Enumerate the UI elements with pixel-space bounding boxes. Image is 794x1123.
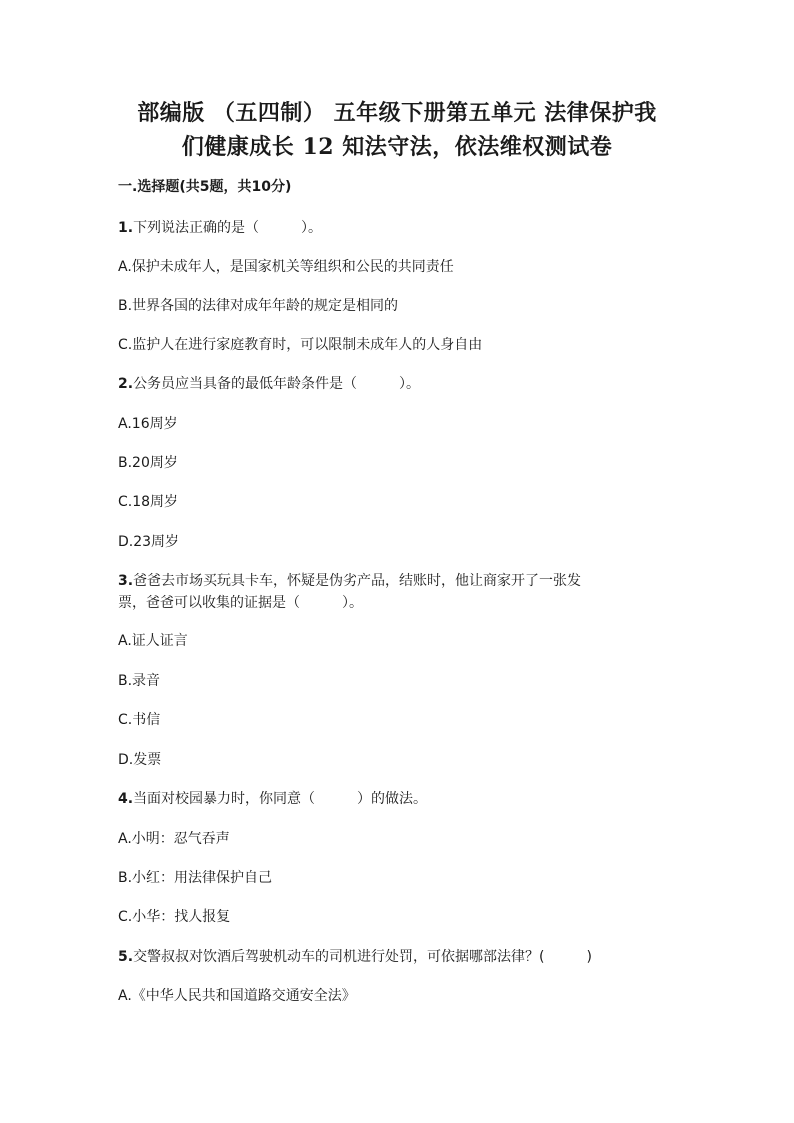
question-number: 1. — [118, 220, 134, 236]
question-1-option-b: B.世界各国的法律对成年年龄的规定是相同的 — [118, 298, 399, 314]
document-title-line-2: 们健康成长 12 知法守法，依法维权测试卷 — [181, 134, 613, 160]
question-4-option-c: C.小华：找人报复 — [118, 909, 231, 925]
question-3-option-c: C.书信 — [118, 712, 161, 728]
question-3-continued — [118, 592, 678, 614]
question-number: 5. — [118, 949, 134, 965]
question-5-option-a: A.《中华人民共和国道路交通安全法》 — [118, 988, 356, 1004]
question-2-option-c: C.18周岁 — [118, 494, 179, 510]
question-2-option-d: D.23周岁 — [118, 534, 180, 550]
question-3-option-b: B.录音 — [118, 673, 161, 689]
question-3 — [118, 570, 678, 592]
question-text: 当面对校园暴力时，你同意（ ）的做法。 — [133, 791, 428, 807]
question-1-option-a: A.保护未成年人，是国家机关等组织和公民的共同责任 — [118, 259, 454, 275]
question-number: 2. — [118, 376, 134, 392]
question-4 — [118, 788, 678, 810]
question-number: 3. — [118, 573, 134, 589]
question-2-option-b: B.20周岁 — [118, 455, 178, 471]
question-text-line-2: 票，爸爸可以收集的证据是（ ）。 — [118, 595, 363, 611]
question-2 — [118, 373, 678, 395]
section-heading: 一.选择题(共5题，共10分) — [118, 179, 292, 195]
question-text: 交警叔叔对饮酒后驾驶机动车的司机进行处罚，可依据哪部法律？( ) — [133, 949, 592, 965]
question-2-option-a: A.16周岁 — [118, 416, 178, 432]
question-text: 公务员应当具备的最低年龄条件是（ ）。 — [133, 376, 421, 392]
question-1-option-c: C.监护人在进行家庭教育时，可以限制未成年人的人身自由 — [118, 337, 483, 353]
question-text: 下列说法正确的是（ ）。 — [133, 220, 323, 236]
question-5 — [118, 946, 678, 968]
question-4-option-a: A.小明：忍气吞声 — [118, 831, 230, 847]
question-3-option-a: A.证人证言 — [118, 633, 188, 649]
question-number: 4. — [118, 791, 134, 807]
question-1 — [118, 217, 678, 239]
question-3-option-d: D.发票 — [118, 752, 162, 768]
question-4-option-b: B.小红：用法律保护自己 — [118, 870, 273, 886]
document-title-line-1: 部编版 （五四制） 五年级下册第五单元 法律保护我 — [137, 100, 657, 126]
question-text-line-1: 爸爸去市场买玩具卡车，怀疑是伪劣产品，结账时，他让商家开了一张发 — [133, 573, 582, 589]
